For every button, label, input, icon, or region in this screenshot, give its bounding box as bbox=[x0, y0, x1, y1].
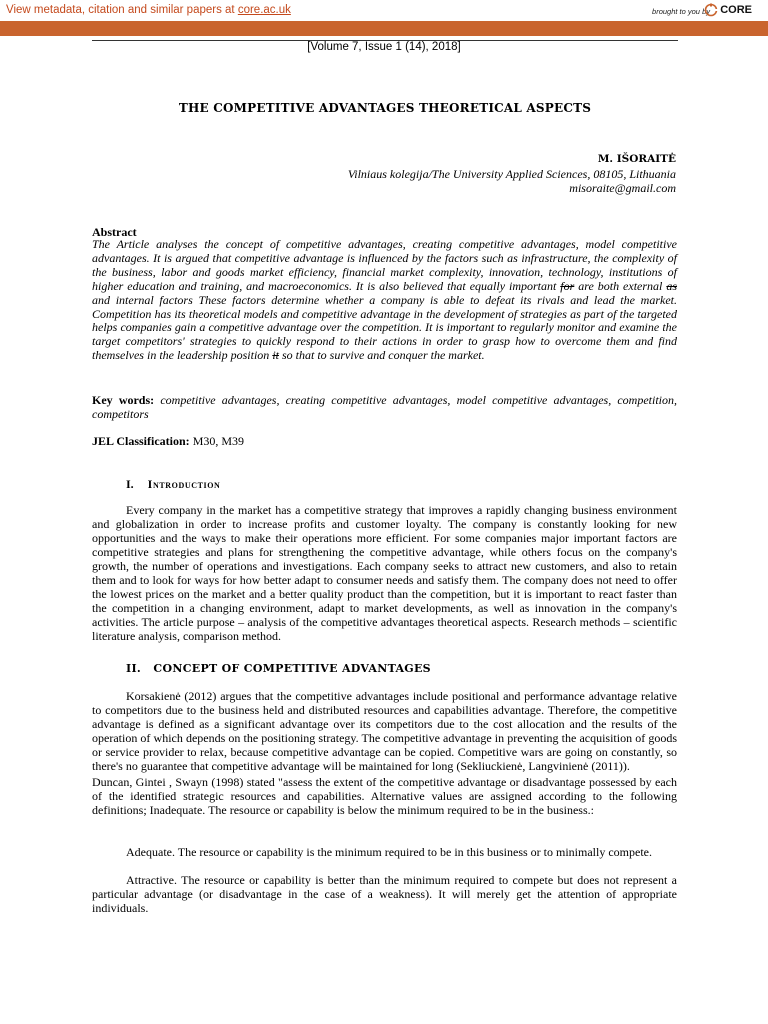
article-title: THE COMPETITIVE ADVANTAGES THEORETICAL ASPECTS bbox=[178, 101, 592, 115]
introduction-paragraph: Every company in the market has a competitive strategy that improves a rapidly changing business environment and globalization in order to increase profits and customer loyalty. The company is constantly looking for new opportunities and the ways to make their operations more efficient. For some companies major important factors are competitive strategies and plans for strengthening the competitive advantage, while others focus on the company's growth, the number of operations and investigations. Each company seeks to attract new customers, and also to retain them and to look for ways for how better adapt to consumer needs and satisfy them. The company does not need to offer the lowest prices on the market and a better quality product than the competition, but it is important to react faster than the competition in a changing environment, adapt to market developments, as well as innovation in the company's activities. The article purpose – analysis of the competitive advantages theoretical aspects. Research methods – scientific literature analysis, comparison method. bbox=[92, 503, 677, 643]
section-2-paragraph-1: Korsakienė (2012) argues that the competitive advantages include positional and performance advantage relative to competitors due to the business held and distributed resources and capabilities advantage. Therefore, the competitive advantage is defined as a significant advantage over its competitors due to the cost allocation and the results of the operation of which depends on the positioning strategy. The competitive advantage in preventing the acquisition of goods or service provider to relax, because competitive advantage can be copied. Competitive wars are going on constantly, so there's no guarantee that competitive advantage will be maintained for long (Sekliuckienė, Langvinienė (2011)). bbox=[92, 689, 677, 773]
brought-by-text: brought to you by bbox=[652, 7, 710, 16]
keywords-text: competitive advantages, creating competitive advantages, model competitive advantages, competition, competitors bbox=[92, 393, 678, 421]
author-affiliation-block bbox=[348, 167, 676, 195]
section-2-paragraph-2: Duncan, Gintei , Swayn (1998) stated "assess the extent of the competitive advantage or disadvantage possessed by each of the identified strategic resources and capabilities. Alternative values are assigned according to the following definitions; Inadequate. The resource or capability is below the minimum required to be in the business.: bbox=[92, 775, 677, 817]
section-1-number: I. bbox=[126, 477, 134, 491]
article-author: M. IŠORAITĖ bbox=[597, 153, 676, 165]
abstract-text bbox=[92, 238, 677, 363]
abstract-strike-2: as bbox=[666, 278, 678, 293]
abstract-heading: Abstract bbox=[92, 225, 137, 239]
abstract-part-4: so that to survive and conquer the market. bbox=[278, 348, 485, 363]
section-1-heading bbox=[126, 477, 220, 492]
core-logo-icon bbox=[704, 3, 718, 17]
abstract-part-3: and internal factors These factors determine whether a company is able to defeat its rivals and lead the market. Competition has its theoretical models and competitive advantage in the development of strategies as part of the targeted helps companies gain a competitive advantage over the competition. It is important to regularly monitor and examine the target competitors' strategies to quickly respond to their actions in order to grasp how to overcome them and find themselves in the leadership position bbox=[92, 292, 677, 363]
jel-classification bbox=[92, 434, 244, 449]
keywords-label: Key words: bbox=[92, 393, 155, 407]
section-1-title: Introduction bbox=[147, 477, 221, 491]
provided-by-label: provided by bbox=[554, 44, 591, 51]
section-2-number: II. bbox=[126, 662, 142, 675]
section-2-paragraph-4: Attractive. The resource or capability is better than the minimum required to compete but does not represent a particular advantage (or disadvantage in the case of a weakness). It will merely get the attention of appropriate individuals. bbox=[92, 873, 677, 915]
provided-by-source[interactable]: Ecoforum Journal (University of Suceava, Romania) bbox=[592, 44, 754, 51]
abstract-strike-1: for bbox=[560, 278, 575, 293]
author-email[interactable]: misoraite@gmail.com bbox=[569, 181, 676, 195]
section-2-paragraph-3: Adequate. The resource or capability is the minimum required to be in this business or to minimally compete. bbox=[126, 845, 652, 859]
keywords bbox=[92, 393, 677, 421]
abstract-part-2: are both external bbox=[574, 278, 667, 293]
jel-codes: M30, M39 bbox=[192, 434, 245, 448]
core-metadata-link[interactable] bbox=[6, 4, 291, 16]
section-2-title: CONCEPT OF COMPETITIVE ADVANTAGES bbox=[153, 662, 431, 675]
core-logo-text: CORE bbox=[720, 4, 752, 16]
core-banner-top bbox=[0, 0, 768, 22]
core-link-url[interactable]: core.ac.uk bbox=[237, 4, 291, 16]
author-affiliation: Vilniaus kolegija/The University Applied Sciences, 08105, Lithuania bbox=[347, 167, 676, 181]
core-link-prefix: View metadata, citation and similar papers at bbox=[6, 4, 238, 16]
abstract-part-1: The Article analyses the concept of competitive advantages, creating competitive advantages, model competitive advantages. It is argued that competitive advantage is influenced by the factors such as infrastructure, the complexity of the business, labor and goods market efficiency, financial market complexity, innovation, technology, institutions of higher education and training, and macroeconomics. It is also believed that equally important bbox=[92, 237, 677, 293]
core-logo[interactable] bbox=[704, 3, 752, 17]
section-2-heading bbox=[126, 662, 431, 675]
abstract-strike-3: it bbox=[272, 348, 279, 363]
journal-volume: [Volume 7, Issue 1 (14), 2018] bbox=[307, 41, 461, 53]
jel-label: JEL Classification: bbox=[92, 434, 190, 448]
